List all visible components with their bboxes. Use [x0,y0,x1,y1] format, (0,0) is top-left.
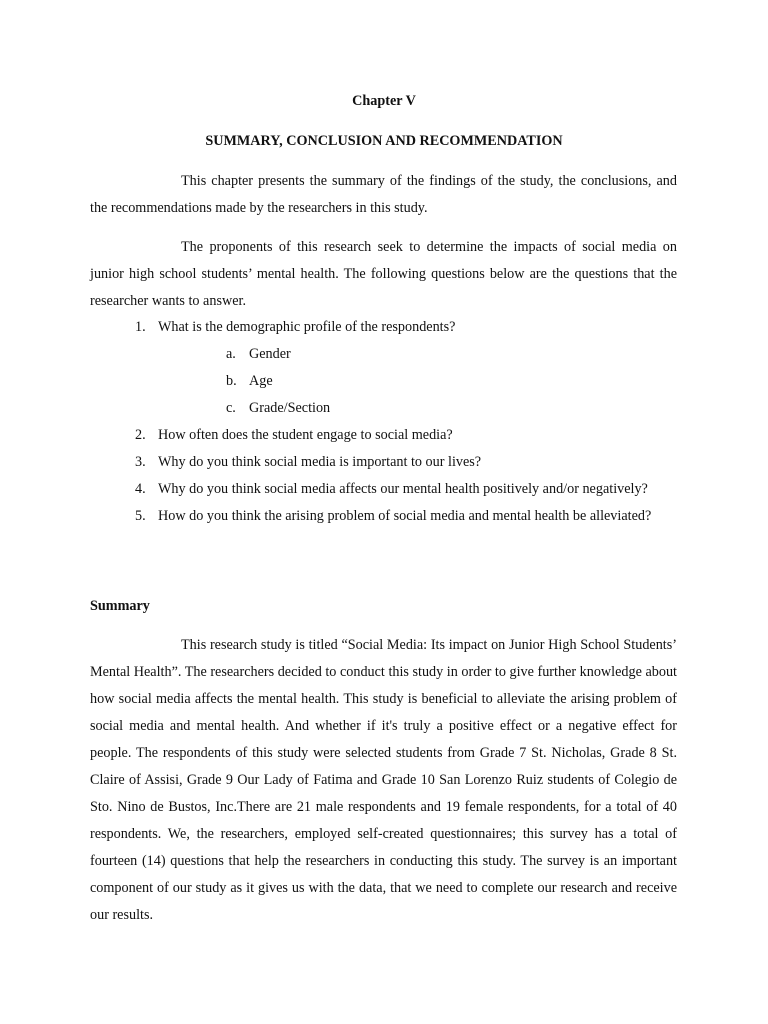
question-text: Why do you think social media affects our mental health positively and/or negatively? [158,481,648,497]
question-item [90,476,677,503]
sub-item-letter: c. [226,400,236,416]
purpose-paragraph [90,234,677,315]
sub-item-letter: b. [226,373,237,389]
question-item [90,314,677,422]
sub-item [158,395,677,422]
demographic-sub-list [158,341,677,422]
question-number: 3. [135,454,146,470]
purpose-paragraph-text: The proponents of this research seek to determine the impacts of social media on junior high school students’ mental health. The following questions below are the questions that the researcher wants to answer. [90,239,677,309]
question-item [90,449,677,476]
sub-item-letter: a. [226,346,236,362]
question-number: 1. [135,319,146,335]
intro-paragraph-text: This chapter presents the summary of the findings of the study, the conclusions, and the recommendations made by the researchers in this study. [90,173,677,216]
summary-paragraph [90,632,677,929]
research-questions-list [90,314,677,530]
chapter-title: SUMMARY, CONCLUSION AND RECOMMENDATION [205,133,563,149]
question-text: What is the demographic profile of the respondents? [158,319,456,335]
question-number: 5. [135,508,146,524]
sub-item-text: Gender [249,346,291,362]
question-item [90,422,677,449]
chapter-heading: Chapter V [352,93,416,109]
summary-heading: Summary [90,598,150,614]
sub-item-text: Age [249,373,273,389]
question-item [90,503,677,530]
question-number: 4. [135,481,146,497]
summary-paragraph-text: This research study is titled “Social Media: Its impact on Junior High School Students’ Mental Health”. The researchers decided to conduct this study in order to give further knowledge about how social media affects the mental health. This study is beneficial to alleviate the arising problem of social media and mental health. And whether if it's truly a positive effect or a negative effect for people. The respondents of this study were selected students from Grade 7 St. Nicholas, Grade 8 St. Claire of Assisi, Grade 9 Our Lady of Fatima and Grade 10 San Lorenzo Ruiz students of Colegio de Sto. Nino de Bustos, Inc.There are 21 male respondents and 19 female respondents, for a total of 40 respondents. We, the researchers, employed self-created questionnaires; this survey has a total of fourteen (14) questions that help the researchers in conducting this study. The survey is an important component of our study as it gives us with the data, that we need to complete our research and receive our results. [90,637,677,923]
question-text: How do you think the arising problem of social media and mental health be alleviated? [158,508,652,524]
sub-item-text: Grade/Section [249,400,331,416]
intro-paragraph [90,168,677,222]
question-number: 2. [135,427,146,443]
sub-item [158,341,677,368]
question-text: Why do you think social media is important to our lives? [158,454,482,470]
sub-item [158,368,677,395]
question-text: How often does the student engage to social media? [158,427,453,443]
